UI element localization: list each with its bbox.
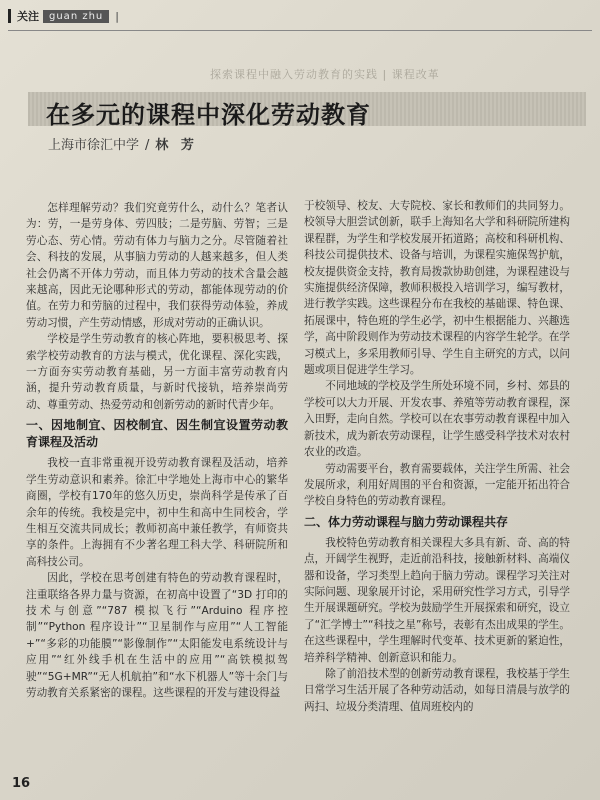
left-column — [26, 200, 288, 770]
paragraph: 怎样理解劳动？我们究竟劳什么，动什么？笔者认为：劳，一是劳身体、劳四肢；二是劳脑、劳智；三是劳心态、劳心情。劳动有体力与脑力之分。尽管随着社会、科技的发展，从事脑力劳动的人越来越多，但人类社会仍离不开体力劳动，而且体力劳动的技术含量会越来越高，因此无论哪种形式的劳动，都能体现劳动的价值。在劳力和劳脑的过程中，我们获得劳动体验，养成劳动习惯，产生劳动情感，形成对劳动的正确认识。 — [26, 202, 288, 329]
section-pinyin: guan zhu — [43, 10, 109, 23]
header-rule — [8, 30, 592, 31]
page-number: 16 — [12, 776, 31, 791]
paragraph: 除了前沿技术型的创新劳动教育课程，我校基于学生日常学习生活开展了各种劳动活动，如每日清晨与放学的两扫、垃圾分类清理、值周班校内的 — [304, 667, 570, 713]
paragraph: 我校特色劳动教育相关课程大多具有新、奇、高的特点，开阔学生视野，走近前沿科技，接触新材料、高端仪器和设备，学习类型上趋向于脑力劳动。课程学习关注对实际问题、现象展开讨论，采用研究性学习方式，引导学生开展课题研究。学校为鼓励学生开展探索和研究，设立了“汇学博士”“科技之星”称号，表彰有杰出成果的学生。在这些课程中，学生理解时代变革、技术更新的紧迫性，培养科学精神、创新意识和能力。 — [304, 536, 570, 664]
byline-slash: / — [145, 138, 150, 153]
author-school: 上海市徐汇中学 — [48, 138, 140, 153]
author-name: 林 芳 — [155, 138, 198, 153]
tag-marker — [8, 9, 11, 23]
paragraph: 我校一直非常重视开设劳动教育课程及活动，培养学生劳动意识和素养。徐汇中学地处上海市中心的繁华商圈，学校有170年的悠久历史，崇尚科学是传承了百余年的传统。我校是完中，初中生和高中生同校舍，学生相互交流共同成长；教师初高中兼任教学，有师资共享的条件。上海拥有不少著名理工科大学、科研院所和高科技公司。 — [26, 457, 288, 568]
show-through-text: 探索课程中融入劳动教育的实践 | 课程改革 — [210, 68, 440, 81]
paragraph: 劳动需要平台，教育需要载体，关注学生所需、社会发展所求，利用好周围的平台和资源，一定能开拓出符合学校自身特色的劳动教育课程。 — [304, 462, 570, 508]
paragraph: 学校是学生劳动教育的核心阵地，要积极思考、探索学校劳动教育的方法与模式，优化课程、深化实践，一方面夯实劳动教育基础，另一方面丰富劳动教育内涵，提升劳动教育质量，与新时代接轨，培养崇尚劳动、尊重劳动、热爱劳动和创新劳动的新时代青少年。 — [26, 333, 288, 411]
section-separator: | — [115, 9, 119, 23]
paragraph: 于校领导、校友、大专院校、家长和教师们的共同努力。校领导大胆尝试创新，联手上海知名大学和科研院所建构课程群，为学生和学校发展开拓道路；高校和科研机构、科技公司提供技术、设备与培训，为课程实施保驾护航，校友提供资金支持，教育局拨款协助创建，为课程建设与实施提供经济保障，教师积极投入培训学习，编写教材，进行教学实践。这些课程分布在我校的基础课、特色课、拓展课中，特色班的学生必学，初中生根据能力、兴趣选学，高中阶段则作为劳动技术课程的内容学生轮学。在学习模式上，多采用教师引导、学生自主研究的方式，以问题或项目促进学生学习。 — [304, 200, 570, 377]
section-label: 关注 — [17, 10, 39, 23]
article-title: 在多元的课程中深化劳动教育 — [46, 101, 371, 129]
section-tag — [8, 6, 119, 26]
section-heading: 一、因地制宜、因校制宜、因生制宜设置劳动教育课程及活动 — [26, 418, 288, 450]
paragraph: 不同地域的学校及学生所处环境不同，乡村、郊县的学校可以大力开展、开发农事、养殖等劳动教育课程，深入田野，走向自然。学校可以在农事劳动教育课程中加入新技术，成为新农劳动课程，让学生感受科学技术对农村农业的改造。 — [304, 380, 570, 459]
paragraph: 因此，学校在思考创建有特色的劳动教育课程时，注重联络各界力量与资源，在初高中设置了“3D 打印的技术与创意”“787 模拟飞行”“Arduino 程序控制”“Python 程序设计”“卫星制作与应用”“人工智能+”“多彩的功能膜”“影像制作”“太阳能发电系统设计与应用”“红外线手机在生活中的应用”“高铁模拟驾驶”“5G+MR”“无人机航拍”和“水下机器人”等十余门与劳动教育关系紧密的课程。这些课程的开发与建设得益 — [26, 572, 288, 699]
section-heading: 二、体力劳动课程与脑力劳动课程共存 — [304, 514, 509, 529]
right-column — [304, 198, 570, 768]
byline — [48, 134, 198, 153]
